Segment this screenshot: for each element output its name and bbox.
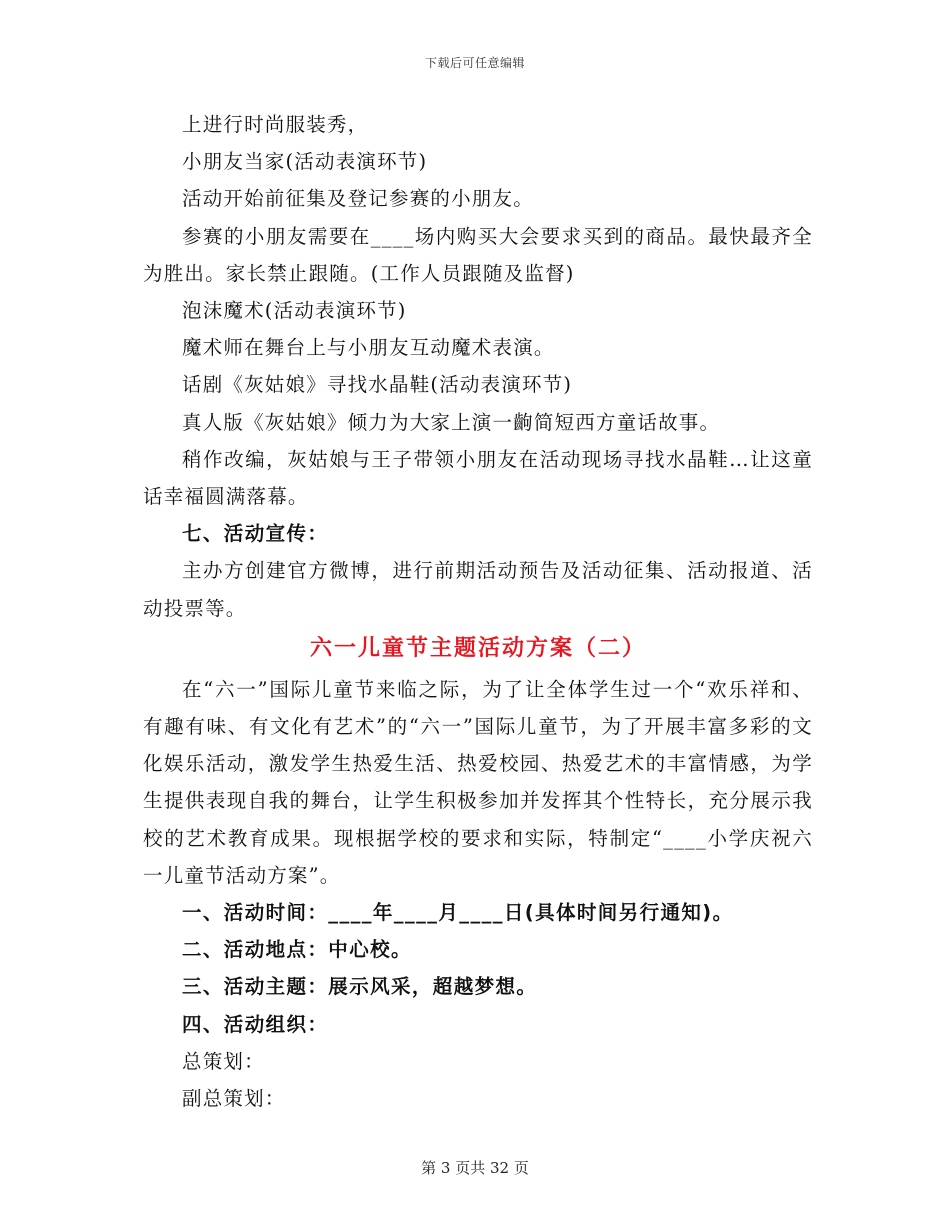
paragraph: 参赛的小朋友需要在____场内购买大会要求买到的商品。最快最齐全为胜出。家长禁止跟随。(工作人员跟随及监督): [143, 224, 813, 285]
section-heading: 四、活动组织：: [182, 1012, 329, 1036]
organization-line: 总策划：: [182, 1049, 265, 1073]
paragraph: 稍作改编，灰姑娘与王子带领小朋友在活动现场寻找水晶鞋…让这童话幸福圆满落幕。: [143, 447, 813, 509]
paragraph: 魔术师在舞台上与小朋友互动魔术表演。: [182, 336, 555, 360]
paragraph: 话剧《灰姑娘》寻找水晶鞋(活动表演环节): [182, 373, 573, 397]
paragraph: 真人版《灰姑娘》倾力为大家上演一齣简短西方童话故事。: [182, 410, 721, 434]
document-body: [143, 106, 813, 1117]
page-footer: 第 3 页共 32 页: [421, 1159, 529, 1177]
page-header: 下载后可任意编辑: [424, 56, 525, 70]
section-heading: 七、活动宣传：: [182, 522, 329, 546]
paragraph: 泡沫魔术(活动表演环节): [182, 299, 407, 323]
organization-line: 副总策划：: [182, 1087, 286, 1111]
paragraph: 上进行时尚服装秀，: [182, 113, 369, 136]
section-heading: 一、活动时间：____年____月____日(具体时间另行通知)。: [182, 901, 734, 925]
paragraph: 小朋友当家(活动表演环节): [182, 150, 428, 174]
section-heading: 二、活动地点：中心校。: [182, 938, 412, 962]
paragraph: 活动开始前征集及登记参赛的小朋友。: [182, 187, 534, 211]
intro-paragraph: 在“六一”国际儿童节来临之际，为了让全体学生过一个“欢乐祥和、有趣有味、有文化有艺术”的“六一”国际儿童节，为了开展丰富多彩的文化娱乐活动，激发学生热爱生活、热爱校园、热爱艺术的丰富情感，为学生提供表现自我的舞台，让学生积极参加并发挥其个性特长，充分展示我校的艺术教育成果。现根据学校的要求和实际，特制定“____小学庆祝六一儿童节活动方案”。: [143, 677, 813, 887]
paragraph: 主办方创建官方微博，进行前期活动预告及活动征集、活动报道、活动投票等。: [143, 559, 813, 620]
document-title: 六一儿童节主题活动方案（二）: [309, 635, 646, 661]
section-heading: 三、活动主题：展示风采，超越梦想。: [182, 975, 538, 999]
